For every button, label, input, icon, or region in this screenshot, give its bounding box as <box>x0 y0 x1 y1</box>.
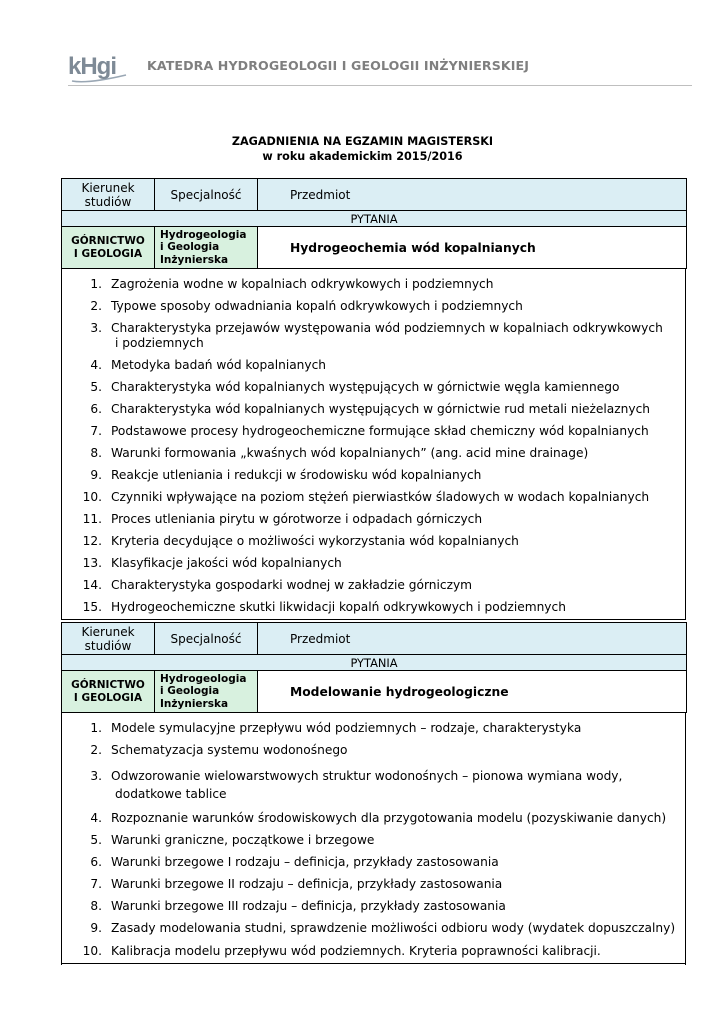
list-item: 1. Modele symulacyjne przepływu wód podziemnych – rodzaje, charakterystyka <box>90 721 582 735</box>
column-header-specjalnosc: Specjalność <box>155 623 258 655</box>
list-item: 12. Kryteria decydujące o możliwości wykorzystania wód kopalnianych <box>82 534 519 548</box>
table-bottom-border <box>61 963 686 964</box>
column-header-kierunek: Kierunek studiów <box>62 179 155 211</box>
question-list-box <box>61 269 686 620</box>
pytania-label: PYTANIA <box>62 211 687 227</box>
page-header <box>68 44 692 86</box>
list-item: 8. Warunki brzegowe III rodzaju – definicja, przykłady zastosowania <box>90 899 506 913</box>
column-header-przedmiot: Przedmiot <box>258 179 687 211</box>
department-name: KATEDRA HYDROGEOLOGII I GEOLOGII INŻYNIERSKIEJ <box>147 58 530 73</box>
list-item: 6. Charakterystyka wód kopalnianych występujących w górnictwie rud metali nieżelaznych <box>90 402 650 416</box>
specjalnosc-value: Hydrogeologia i Geologia Inżynierska <box>155 671 258 713</box>
document-subtitle: w roku akademickim 2015/2016 <box>262 150 463 163</box>
subject-block-1 <box>61 178 686 620</box>
question-list <box>62 277 685 615</box>
column-header-specjalnosc: Specjalność <box>155 179 258 211</box>
list-item: 9. Reakcje utleniania i redukcji w środowisku wód kopalnianych <box>90 468 482 482</box>
list-item: 14. Charakterystyka gospodarki wodnej w zakładzie górniczym <box>82 578 473 592</box>
list-item: 9. Zasady modelowania studni, sprawdzenie możliwości odbioru wody (wydatek dopuszczalny) <box>90 921 676 935</box>
list-item: 11. Proces utleniania pirytu w górotworze i odpadach górniczych <box>82 512 483 526</box>
subject-block-2 <box>61 622 686 965</box>
list-item: 2. Schematyzacja systemu wodonośnego <box>90 743 348 757</box>
list-item: 4. Metodyka badań wód kopalnianych <box>90 358 327 372</box>
list-item: 13. Klasyfikacje jakości wód kopalnianych <box>82 556 342 570</box>
subject-title: Hydrogeochemia wód kopalnianych <box>258 227 687 269</box>
department-logo <box>68 48 134 84</box>
list-item: 5. Warunki graniczne, początkowe i brzegowe <box>90 833 375 847</box>
question-list-box <box>61 713 686 965</box>
list-item: 7. Warunki brzegowe II rodzaju – definicja, przykłady zastosowania <box>90 877 503 891</box>
list-item: 15. Hydrogeochemiczne skutki likwidacji kopalń odkrywkowych i podziemnych <box>82 600 566 614</box>
list-item: 4. Rozpoznanie warunków środowiskowych dla przygotowania modelu (pozyskiwanie danych) <box>90 811 667 825</box>
subject-header-table <box>61 622 687 713</box>
list-item: 8. Warunki formowania „kwaśnych wód kopalnianych” (ang. acid mine drainage) <box>90 446 589 460</box>
list-item: 2. Typowe sposoby odwadniania kopalń odkrywkowych i podziemnych <box>90 299 523 313</box>
question-list <box>62 721 685 959</box>
column-header-kierunek: Kierunek studiów <box>62 623 155 655</box>
kierunek-value: GÓRNICTWO I GEOLOGIA <box>62 671 155 713</box>
header-divider <box>68 85 692 86</box>
list-item: 7. Podstawowe procesy hydrogeochemiczne formujące skład chemiczny wód kopalnianych <box>90 424 649 438</box>
list-item: 6. Warunki brzegowe I rodzaju – definicja, przykłady zastosowania <box>90 855 499 869</box>
list-item: 5. Charakterystyka wód kopalnianych występujących w górnictwie węgla kamiennego <box>90 380 620 394</box>
list-item: 10. Czynniki wpływające na poziom stężeń pierwiastków śladowych w wodach kopalnianych <box>82 490 650 504</box>
list-item: 1. Zagrożenia wodne w kopalniach odkrywkowych i podziemnych <box>90 277 494 291</box>
specjalnosc-value: Hydrogeologia i Geologia Inżynierska <box>155 227 258 269</box>
subject-title: Modelowanie hydrogeologiczne <box>258 671 687 713</box>
kierunek-value: GÓRNICTWO I GEOLOGIA <box>62 227 155 269</box>
list-item: 3. Charakterystyka przejawów występowania wód podziemnych w kopalniach odkrywkowych i podziemnych <box>90 321 663 350</box>
list-item: 10. Kalibracja modelu przepływu wód podziemnych. Kryteria poprawności kalibracji. <box>82 944 601 958</box>
pytania-label: PYTANIA <box>62 655 687 671</box>
column-header-przedmiot: Przedmiot <box>258 623 687 655</box>
subject-header-table <box>61 178 687 269</box>
list-item: 3. Odwzorowanie wielowarstwowych struktur wodonośnych – pionowa wymiana wody, dodatkowe tablice <box>90 769 623 801</box>
document-title: ZAGADNIENIA NA EGZAMIN MAGISTERSKI <box>231 135 494 148</box>
svg-text:kHgi: kHgi <box>68 53 117 80</box>
